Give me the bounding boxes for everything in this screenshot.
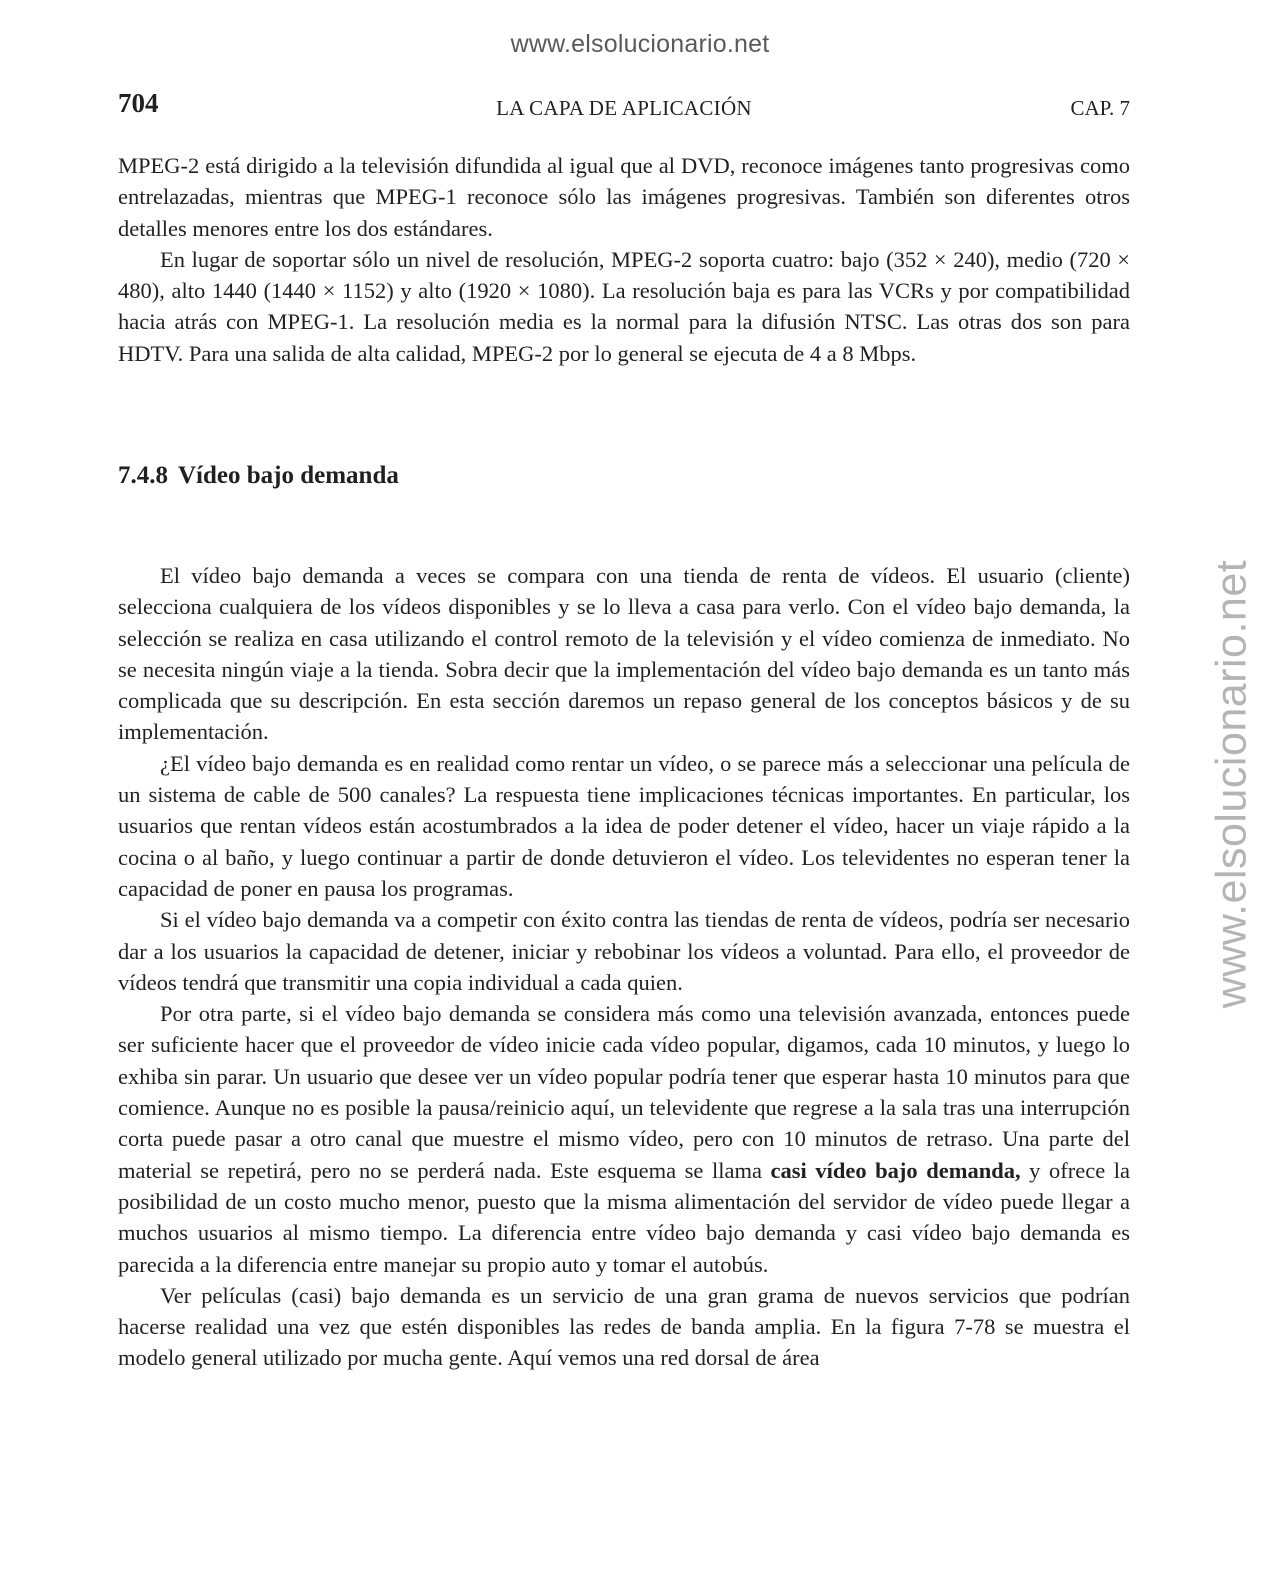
page-number: 704 <box>118 88 159 118</box>
paragraph: ¿El vídeo bajo demanda es en realidad como rentar un vídeo, o se parece más a seleccionar una película de un sistema de cable de 500 canales? La respuesta tiene implicaciones técnicas importantes. En particular, los usuarios que rentan vídeos están acostumbrados a la idea de poder detener el vídeo, hacer un viaje rápido a la cocina o al baño, y luego continuar a partir de donde detuvieron el vídeo. Los televidentes no esperan tener la capacidad de poner en pausa los programas. <box>118 750 1130 901</box>
watermark-top: www.elsolucionario.net <box>510 30 770 58</box>
section-heading <box>118 462 399 490</box>
paragraph: MPEG-2 está dirigido a la televisión difundida al igual que al DVD, reconoce imágenes tanto progresivas como entrelazadas, mientras que MPEG-1 reconoce sólo las imágenes progresivas. También son diferentes otros detalles menores entre los dos estándares. <box>118 153 1130 241</box>
watermark-side: www.elsolucionario.net <box>1207 559 1256 1009</box>
section-number: 7.4.8 <box>118 462 168 489</box>
chapter-title: LA CAPA DE APLICACIÓN <box>496 96 752 120</box>
intro-text-block <box>118 150 1130 369</box>
paragraph: El vídeo bajo demanda a veces se compara con una tienda de renta de vídeos. El usuario (cliente) selecciona cualquiera de los vídeos disponibles y se lo lleva a casa para verlo. Con el vídeo bajo demanda, la selección se realiza en casa utilizando el control remoto de la televisión y el vídeo comienza de inmediato. No se necesita ningún viaje a la tienda. Sobra decir que la implementación del vídeo bajo demanda es un tanto más complicada que su descripción. En esta sección daremos un repaso general de los conceptos básicos y de su implementación. <box>118 563 1130 745</box>
paragraph: Ver películas (casi) bajo demanda es un servicio de una gran grama de nuevos servicios que podrían hacerse realidad una vez que estén disponibles las redes de banda amplia. En la figura 7-78 se muestra el modelo general utilizado por mucha gente. Aquí vemos una red dorsal de área <box>118 1282 1130 1371</box>
key-term: casi vídeo bajo demanda, <box>770 1157 1021 1183</box>
running-head <box>118 88 1130 124</box>
paragraph: Si el vídeo bajo demanda va a competir con éxito contra las tiendas de renta de vídeos, podría ser necesario dar a los usuarios la capacidad de detener, iniciar y rebobinar los vídeos a voluntad. Para ello, el proveedor de vídeos tendrá que transmitir una copia individual a cada quien. <box>118 907 1130 995</box>
paragraph-text: y ofrece la posibilidad de un costo mucho menor, puesto que la misma alimentación del servidor de vídeo puede llegar a muchos usuarios al mismo tiempo. La diferencia entre vídeo bajo demanda y casi vídeo bajo demanda es parecida a la diferencia entre manejar su propio auto y tomar el autobús. <box>118 1157 1130 1277</box>
section-title: Vídeo bajo demanda <box>178 462 399 489</box>
paragraph-text: Por otra parte, si el vídeo bajo demanda se considera más como una televisión avanzada, entonces puede ser suficiente hacer que el proveedor de vídeo inicie cada vídeo popular, digamos, cada 10 minutos, y luego lo exhiba sin parar. Un usuario que desee ver un vídeo popular podría tener que esperar hasta 10 minutos para que comience. Aunque no es posible la pausa/reinicio aquí, un televidente que regrese a la sala tras una interrupción corta puede pasar a otro canal que muestre el mismo vídeo, pero con 10 minutos de retraso. Una parte del material se repetirá, pero no se perderá nada. Este esquema se llama <box>118 1001 1130 1183</box>
paragraph: En lugar de soportar sólo un nivel de resolución, MPEG-2 soporta cuatro: bajo (352 × 240), medio (720 × 480), alto 1440 (1440 × 1152) y alto (1920 × 1080). La resolución baja es para las VCRs y por compatibilidad hacia atrás con MPEG-1. La resolución media es la normal para la difusión NTSC. Las otras dos son para HDTV. Para una salida de alta calidad, MPEG-2 por lo general se ejecuta de 4 a 8 Mbps. <box>118 246 1130 366</box>
chapter-label: CAP. 7 <box>1070 96 1130 120</box>
section-text-block <box>118 560 1130 1374</box>
paragraph <box>118 998 1130 1280</box>
